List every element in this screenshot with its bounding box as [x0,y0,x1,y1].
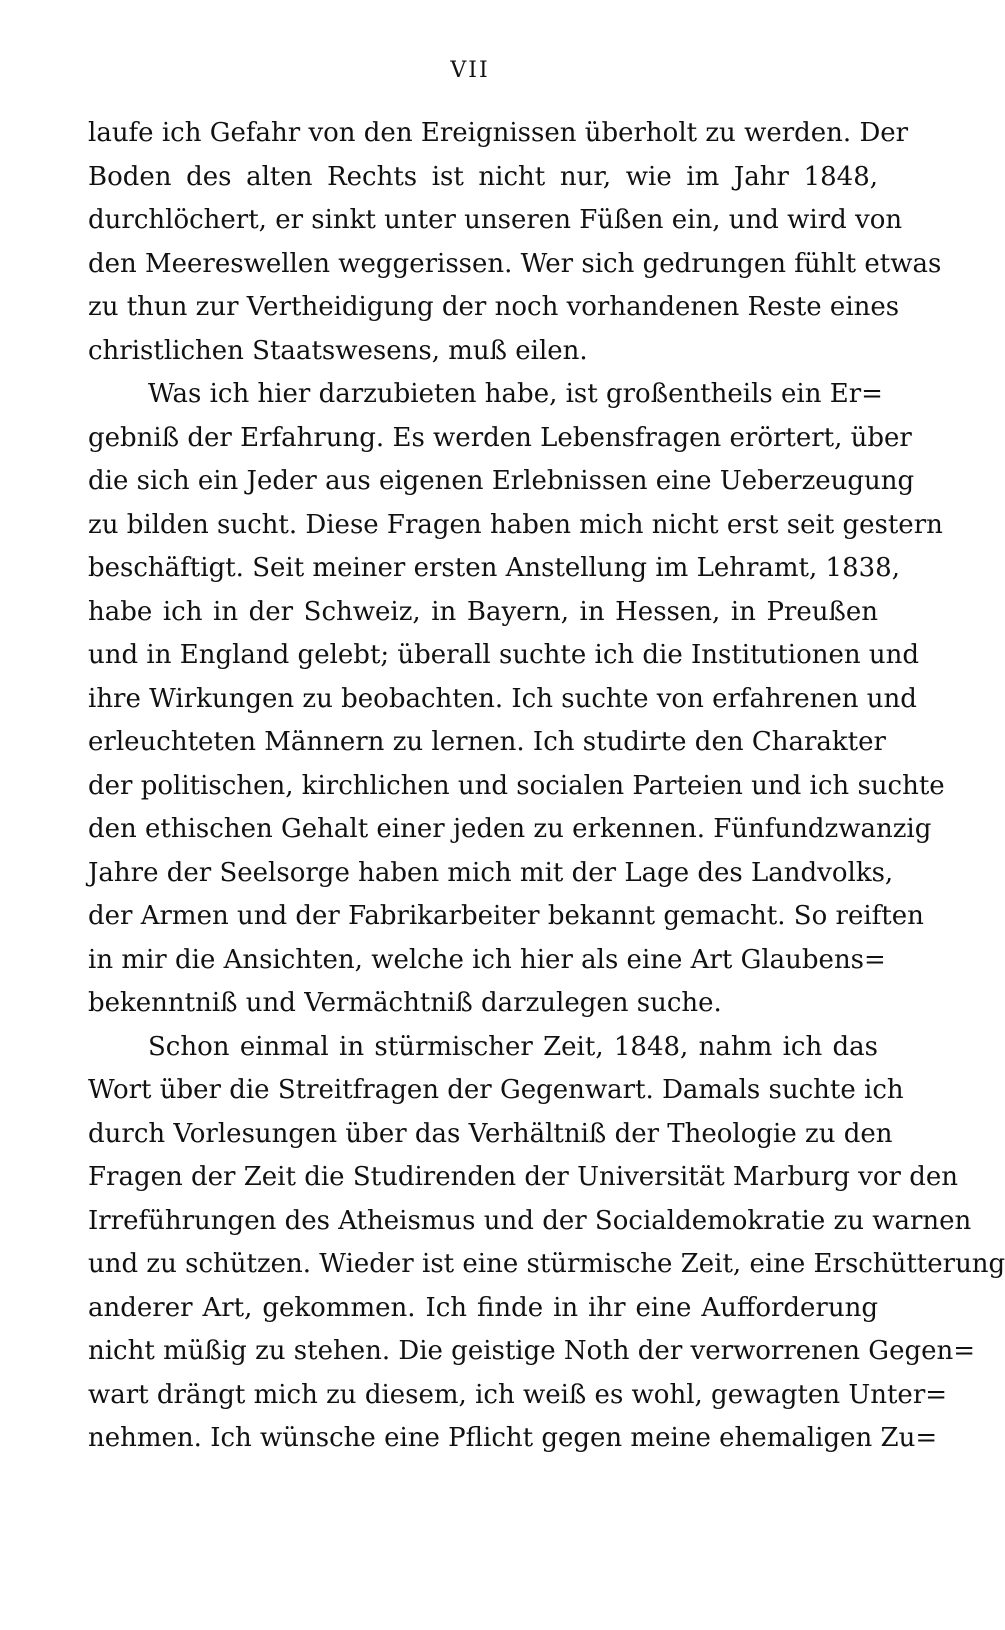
text-line: die sich ein Jeder aus eigenen Erlebnissen eine Ueberzeugung [88,466,915,496]
text-line: in mir die Ansichten, welche ich hier als eine Art Glaubens= [88,944,886,975]
text-line: Schon einmal in stürmischer Zeit, 1848, nahm ich das [148,1031,878,1062]
text-line: den ethischen Gehalt einer jeden zu erkennen. Fünfundzwanzig [88,814,932,844]
text-line: Jahre der Seelsorge haben mich mit der Lage des Landvolks, [88,857,894,888]
text-line: gebniß der Erfahrung. Es werden Lebensfragen erörtert, über [88,422,912,453]
text-line: erleuchteten Männern zu lernen. Ich studirte den Charakter [88,727,886,757]
text-line: habe ich in der Schweiz, in Bayern, in Hessen, in Preußen [88,596,878,627]
page-number: VII [450,58,490,83]
paragraph-1 [88,112,942,373]
text-line: bekenntniß und Vermächtniß darzulegen suche. [88,988,722,1018]
text-line: laufe ich Gefahr von den Ereignissen überholt zu werden. Der [88,118,909,148]
text-line: wart drängt mich zu diesem, ich weiß es wohl, gewagten Unter= [88,1379,948,1410]
body-text [88,112,1005,1461]
text-line: zu bilden sucht. Diese Fragen haben mich nicht erst seit gestern [88,509,943,540]
text-line: beschäftigt. Seit meiner ersten Anstellung im Lehramt, 1838, [88,553,900,583]
text-line: nicht müßig zu stehen. Die geistige Noth der verworrenen Gegen= [88,1336,976,1366]
text-line: durchlöchert, er sinkt unter unseren Füßen ein, und wird von [88,205,903,235]
text-line: Wort über die Streitfragen der Gegenwart. Damals suchte ich [88,1075,904,1105]
text-line: und in England gelebt; überall suchte ich die Institutionen und [88,640,920,670]
paragraph-3 [88,1026,1005,1461]
text-line: den Meereswellen weggerissen. Wer sich gedrungen fühlt etwas [88,248,942,279]
paragraph-2 [88,373,945,1026]
text-line: anderer Art, gekommen. Ich finde in ihr eine Aufforderung [88,1292,878,1323]
text-line: nehmen. Ich wünsche eine Pflicht gegen meine ehemaligen Zu= [88,1423,938,1453]
text-line: christlichen Staatswesens, muß eilen. [88,335,588,366]
text-line: Irreführungen des Atheismus und der Socialdemokratie zu warnen [88,1205,972,1236]
text-line: Boden des alten Rechts ist nicht nur, wie im Jahr 1848, [88,161,878,192]
text-line: zu thun zur Vertheidigung der noch vorhandenen Reste eines [88,292,900,322]
text-line: der Armen und der Fabrikarbeiter bekannt gemacht. So reiften [88,901,924,931]
text-line: durch Vorlesungen über das Verhältniß der Theologie zu den [88,1118,893,1149]
text-line: Fragen der Zeit die Studirenden der Universität Marburg vor den [88,1162,958,1192]
text-line: und zu schützen. Wieder ist eine stürmische Zeit, eine Erschütterung [88,1249,1005,1279]
text-line: ihre Wirkungen zu beobachten. Ich suchte von erfahrenen und [88,683,917,714]
text-line: Was ich hier darzubieten habe, ist großentheils ein Er= [148,379,883,409]
text-line: der politischen, kirchlichen und socialen Parteien und ich suchte [88,770,945,801]
